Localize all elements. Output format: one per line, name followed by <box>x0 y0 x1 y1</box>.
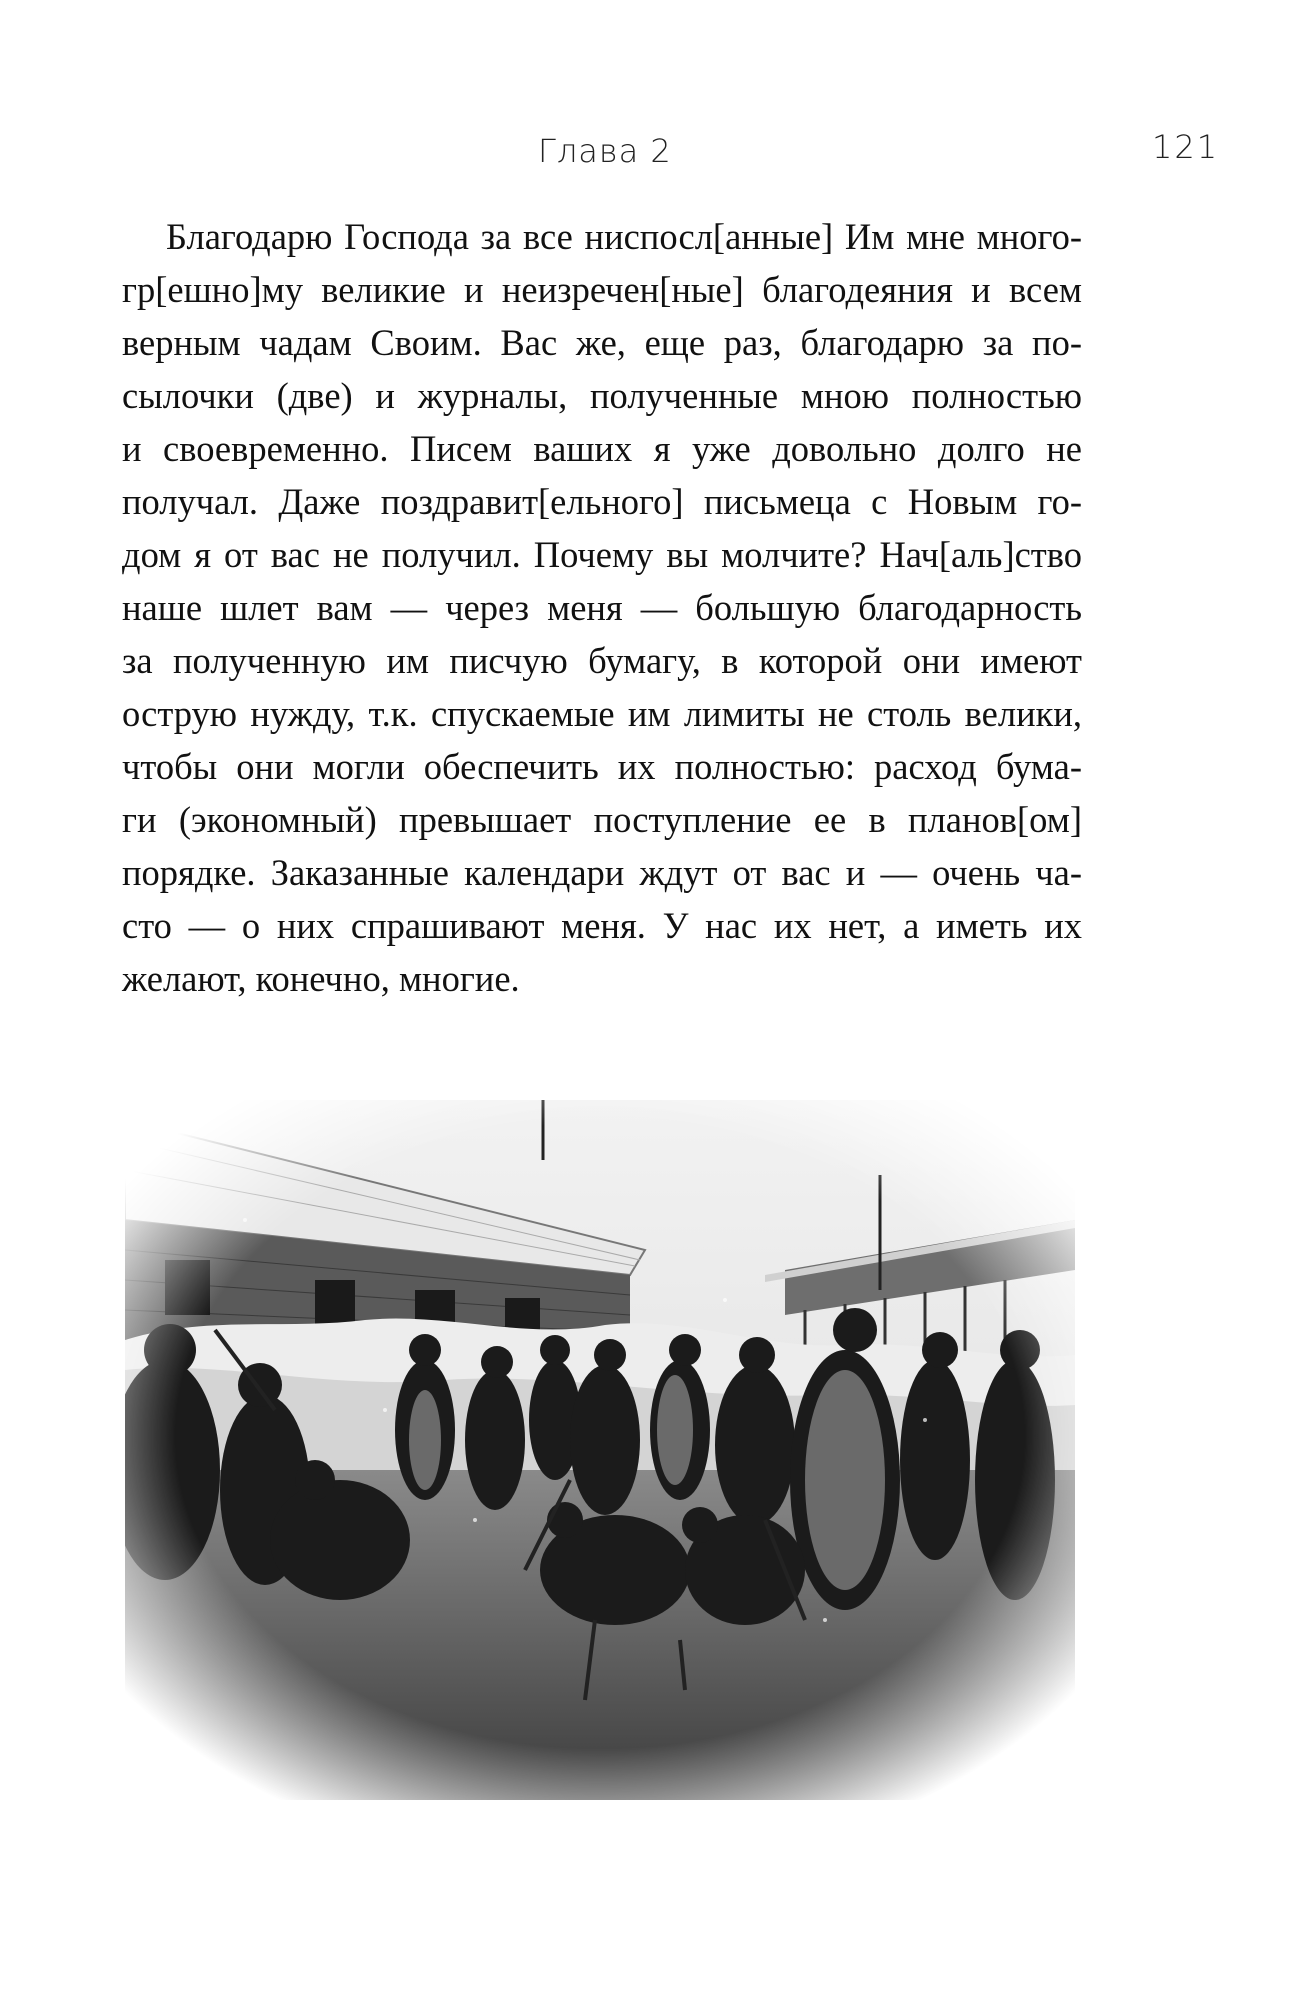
running-head-chapter: Глава 2 <box>538 132 672 170</box>
text-line: и своевременно. Писем ваших я уже довольно долго не <box>122 428 1082 469</box>
page-number: 121 <box>1152 128 1220 166</box>
text-line: дом я от вас не получил. Почему вы молчите? Нач[аль]ство <box>122 534 1082 575</box>
text-line: гр[ешно]му великие и неизречен[ные] благодеяния и всем <box>122 269 1082 310</box>
text-line: наше шлет вам — через меня — большую благодарность <box>122 587 1082 628</box>
text-line: верным чадам Своим. Вас же, еще раз, благодарю за по- <box>122 322 1082 363</box>
text-line: порядке. Заказанные календари ждут от вас и — очень ча- <box>122 852 1082 893</box>
body-text <box>122 210 1082 1005</box>
text-line: острую нужду, т.к. спускаемые им лимиты не столь велики, <box>122 693 1082 734</box>
archival-photo <box>125 1100 1075 1800</box>
text-line: получал. Даже поздравит[ельного] письмеца с Новым го- <box>122 481 1082 522</box>
text-line: чтобы они могли обеспечить их полностью: расход бума- <box>122 746 1082 787</box>
text-line: ги (экономный) превышает поступление ее в планов[ом] <box>122 799 1082 840</box>
text-line: Благодарю Господа за все ниспосл[анные] Им мне много- <box>166 216 1082 257</box>
text-line: желают, конечно, многие. <box>122 958 520 999</box>
text-line: сто — о них спрашивают меня. У нас их нет, а иметь их <box>122 905 1082 946</box>
text-line: за полученную им писчую бумагу, в которой они имеют <box>122 640 1082 681</box>
text-line: сылочки (две) и журналы, полученные мною полностью <box>122 375 1082 416</box>
